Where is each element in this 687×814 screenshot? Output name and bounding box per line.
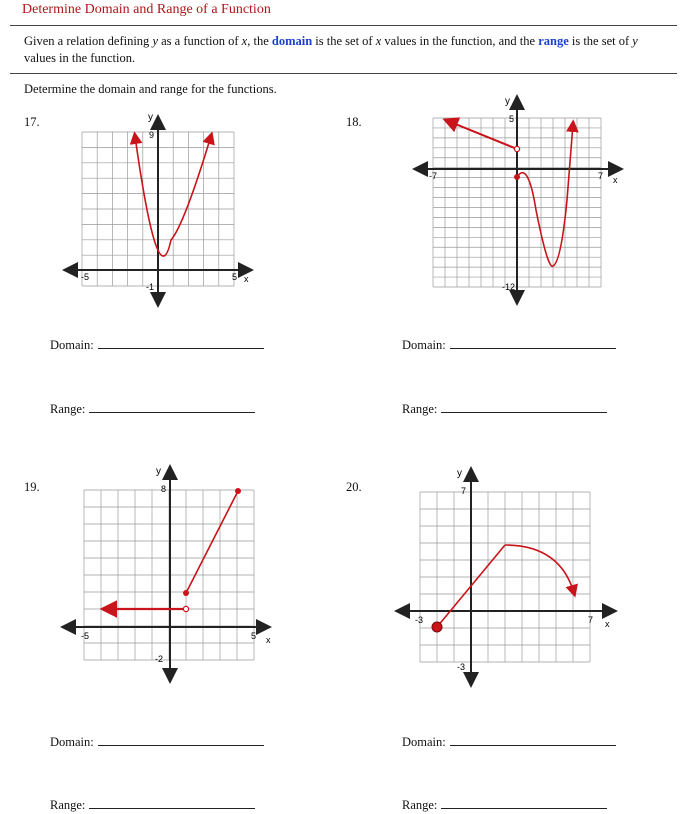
graph-17-x-left: -5 (81, 272, 90, 282)
graph-17-x-label: x (244, 274, 249, 284)
graph-20-y-label: y (457, 468, 462, 479)
graph-20-y-top: 7 (461, 486, 467, 496)
problem-20-domain: Domain: (402, 733, 616, 750)
problem-19-number: 19. (24, 480, 40, 494)
problem-19-domain: Domain: (50, 733, 264, 750)
graph-19-x-left: -5 (81, 631, 90, 641)
problem-17-number: 17. (24, 115, 40, 129)
graph-19-y-bottom: -2 (155, 654, 164, 664)
graph-20-x-right: 7 (588, 615, 594, 625)
graph-19-closed-dot-high (235, 488, 241, 494)
graph-18-x-left: -7 (429, 171, 438, 181)
graph-20-closed-dot (432, 622, 442, 632)
graph-20-x-left: -3 (415, 615, 424, 625)
page-title: Determine Domain and Range of a Function (22, 2, 271, 17)
graph-18-open-dot (514, 146, 519, 151)
graph-20-x-label: x (605, 619, 610, 629)
problem-17-range: Range: (50, 400, 255, 417)
graph-20 (402, 468, 610, 680)
graph-17 (70, 112, 249, 300)
graph-18-curve (517, 124, 573, 266)
graph-19 (68, 466, 271, 676)
keyword-range: range (538, 34, 569, 48)
graph-18-y-label: y (505, 96, 510, 107)
problem-20-number: 20. (346, 480, 362, 494)
graph-18-y-bottom: -12 (502, 282, 516, 292)
graph-20-arc (505, 545, 574, 593)
graph-19-open-dot (183, 606, 188, 611)
keyword-domain: domain (271, 34, 313, 48)
graph-18-x-right: 7 (598, 171, 604, 181)
graph-18-closed-dot (514, 174, 520, 180)
graph-17-x-right: 5 (232, 272, 238, 282)
graph-19-x-label: x (266, 635, 271, 645)
graph-19-y-top: 8 (161, 484, 167, 494)
problem-20-range: Range: (402, 796, 607, 813)
graph-19-closed-dot-low (183, 590, 189, 596)
graph-18-ray (448, 121, 517, 149)
problem-18-range: Range: (402, 400, 607, 417)
graph-19-y-label: y (156, 466, 161, 477)
graph-18 (420, 96, 618, 298)
graph-18-x-label: x (613, 175, 618, 185)
problem-17-domain: Domain: (50, 336, 264, 353)
instruction-text: Determine the domain and range for the functions. (24, 82, 277, 96)
graph-17-y-label: y (148, 112, 153, 123)
graph-19-x-right: 5 (251, 631, 257, 641)
graph-19-segment (186, 491, 238, 593)
problem-18-number: 18. (346, 115, 362, 129)
graph-20-y-bottom: -3 (457, 662, 466, 672)
graph-17-y-top: 9 (149, 130, 155, 140)
problem-19-range: Range: (50, 796, 255, 813)
graph-18-y-top: 5 (509, 114, 515, 124)
graph-20-grid (420, 492, 590, 662)
graph-17-y-bottom: -1 (146, 282, 155, 292)
problem-18-domain: Domain: (402, 336, 616, 353)
intro-paragraph: Given a relation defining y as a function of x, the domain is the set of x values in the function, and the range is the set of y values in the function. (24, 34, 638, 65)
